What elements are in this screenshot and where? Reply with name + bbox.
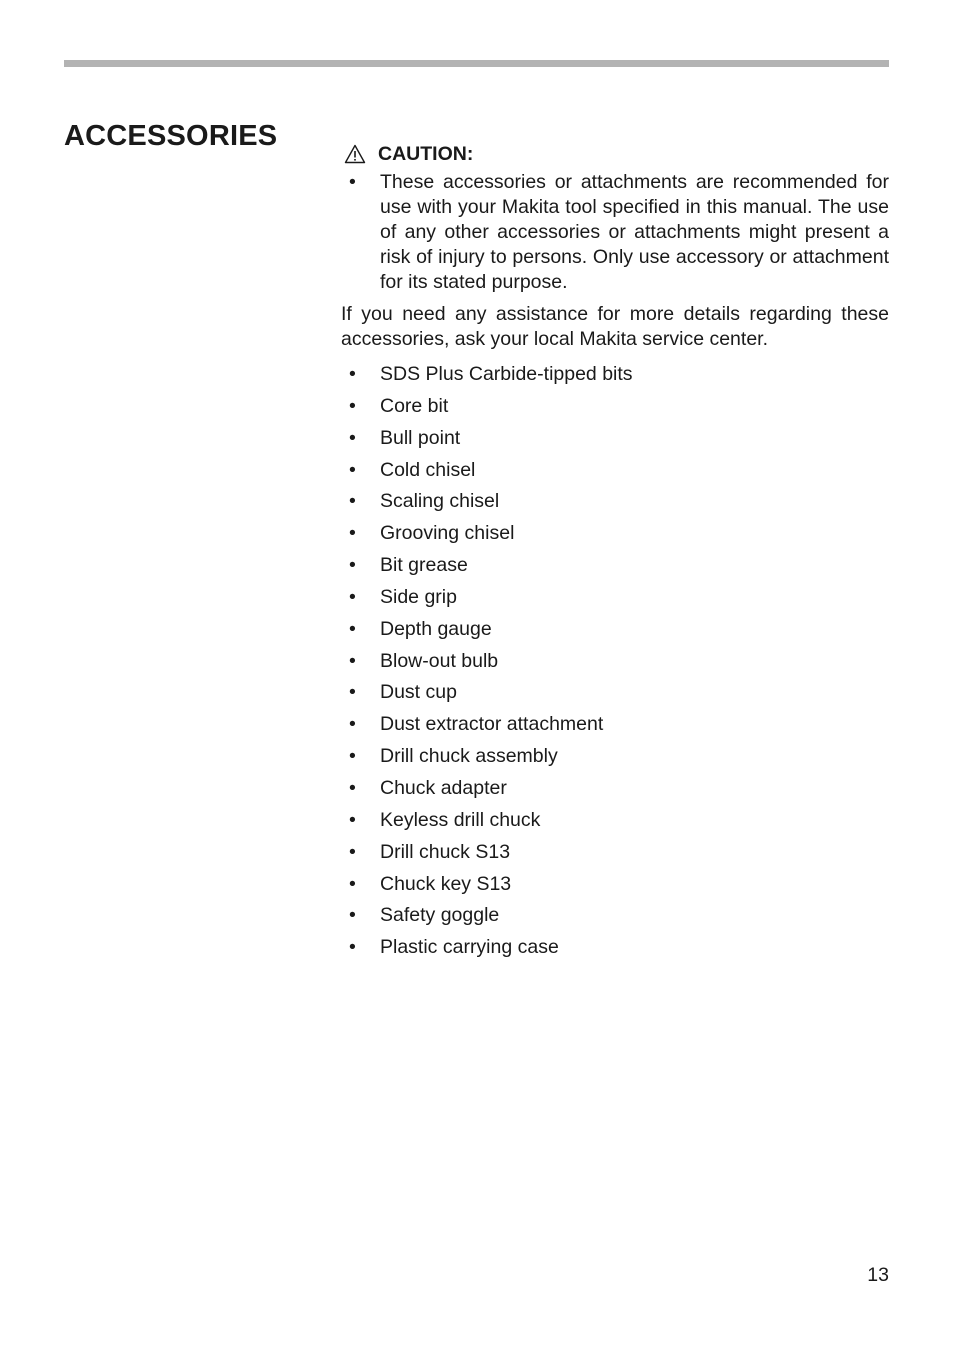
caution-item: [341, 170, 889, 295]
list-item-label: Safety goggle: [380, 904, 500, 927]
accessory-list: [341, 359, 889, 964]
bullet: •: [349, 776, 356, 799]
accessories-content: [341, 140, 889, 964]
list-item: [341, 741, 889, 773]
list-item: [341, 900, 889, 932]
list-item: [341, 614, 889, 646]
bullet: •: [349, 808, 356, 831]
bullet: •: [349, 554, 356, 577]
list-item: [341, 359, 889, 391]
list-item-label: Plastic carrying case: [380, 936, 559, 959]
bullet: •: [349, 585, 356, 608]
list-item: [341, 932, 889, 964]
bullet: •: [349, 936, 356, 959]
bullet: •: [349, 171, 356, 193]
bullet: •: [349, 649, 356, 672]
list-item-label: Dust extractor attachment: [380, 713, 604, 736]
caution-heading: [341, 140, 889, 168]
caution-label: CAUTION:: [378, 142, 474, 165]
list-item: [341, 550, 889, 582]
bullet: •: [349, 872, 356, 895]
bullet: •: [349, 522, 356, 545]
caution-text: These accessories or attachments are recommended for use with your Makita tool specified in this manual. The use of any other accessories or attachments might present a risk of injury to persons. Only use accessory or attachment for its stated purpose.: [380, 171, 889, 293]
list-item: [341, 582, 889, 614]
page-number: 13: [867, 1264, 889, 1286]
bullet: •: [349, 490, 356, 513]
bullet: •: [349, 745, 356, 768]
bullet: •: [349, 713, 356, 736]
list-item-label: Cold chisel: [380, 458, 476, 481]
list-item-label: Dust cup: [380, 681, 457, 704]
warning-triangle-icon: [344, 144, 366, 164]
list-item: [341, 869, 889, 901]
list-item-label: Drill chuck assembly: [380, 745, 558, 768]
list-item: [341, 518, 889, 550]
bullet: •: [349, 617, 356, 640]
list-item: [341, 837, 889, 869]
list-item-label: Chuck adapter: [380, 776, 507, 799]
list-item-label: Depth gauge: [380, 617, 492, 640]
list-item-label: Keyless drill chuck: [380, 808, 541, 831]
bullet: •: [349, 458, 356, 481]
list-item: [341, 455, 889, 487]
list-item-label: Side grip: [380, 585, 457, 608]
bullet: •: [349, 426, 356, 449]
bullet: •: [349, 840, 356, 863]
list-item: [341, 709, 889, 741]
list-item-label: SDS Plus Carbide-tipped bits: [380, 363, 633, 385]
list-item: [341, 677, 889, 709]
list-item-label: Scaling chisel: [380, 490, 500, 513]
list-item: [341, 423, 889, 455]
list-item-label: Blow-out bulb: [380, 649, 499, 672]
assistance-paragraph: If you need any assistance for more details regarding these accessories, ask your local Makita service center.: [341, 303, 889, 350]
list-item-label: Bull point: [380, 426, 461, 449]
list-item-label: Bit grease: [380, 554, 468, 577]
list-item: [341, 391, 889, 423]
list-item-label: Chuck key S13: [380, 872, 512, 895]
bullet: •: [349, 363, 356, 385]
list-item: [341, 805, 889, 837]
section-title: ACCESSORIES: [64, 120, 278, 152]
list-item-label: Grooving chisel: [380, 522, 515, 545]
list-item: [341, 486, 889, 518]
bullet: •: [349, 394, 356, 417]
bullet: •: [349, 904, 356, 927]
list-item-label: Core bit: [380, 394, 449, 417]
list-item: [341, 773, 889, 805]
list-item: [341, 646, 889, 678]
bullet: •: [349, 681, 356, 704]
header-rule: [64, 60, 889, 67]
list-item-label: Drill chuck S13: [380, 840, 511, 863]
